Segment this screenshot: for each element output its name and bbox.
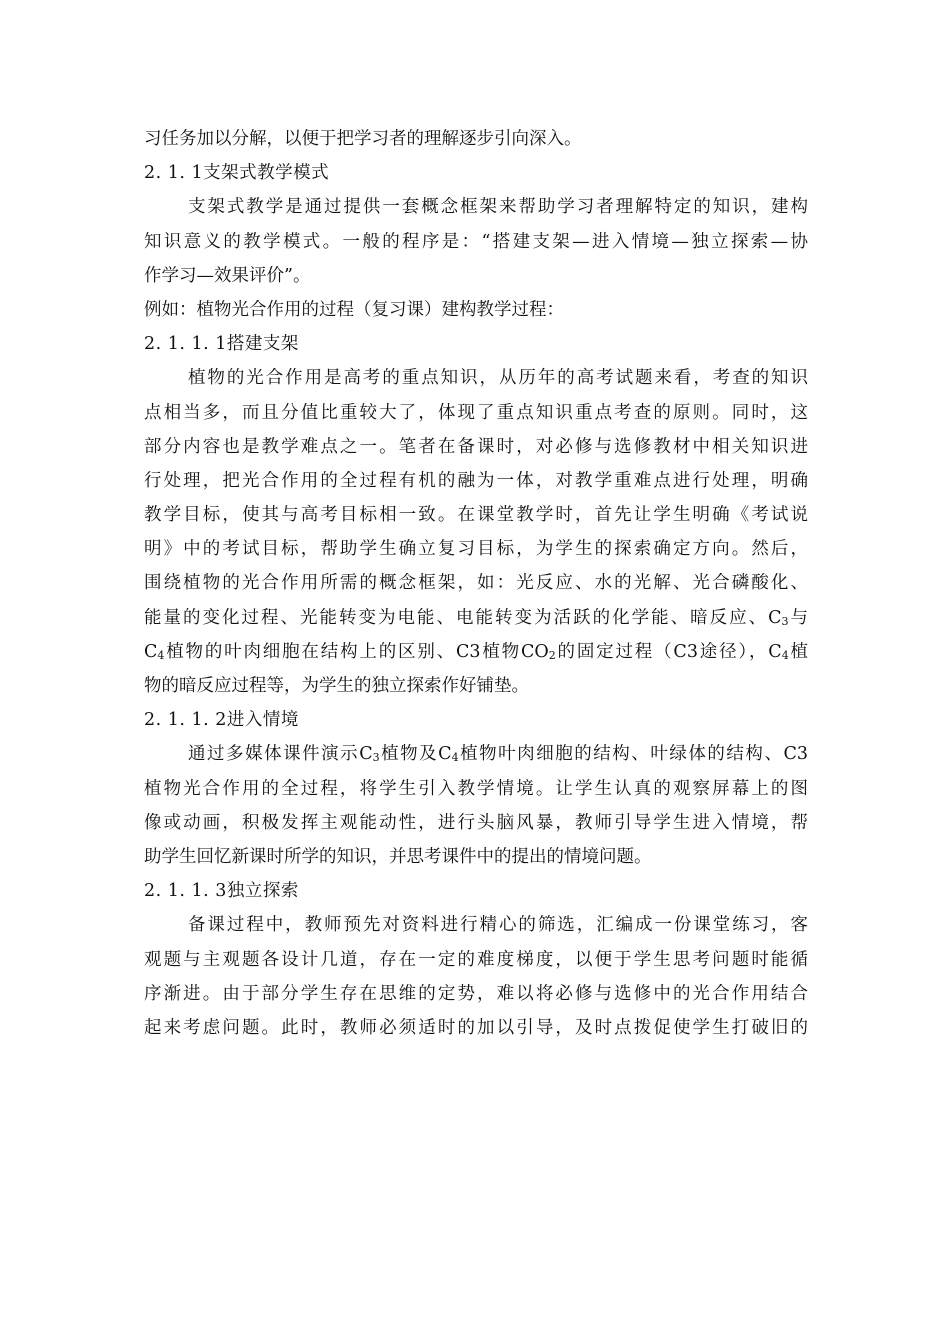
paragraph-line: 植物光合作用的全过程，将学生引入教学情境。让学生认真的观察屏幕上的图 (144, 778, 808, 799)
subscript: 3 (372, 751, 380, 765)
section-heading: 2. 1. 1支架式教学模式 (144, 163, 330, 184)
text-run: 的固定过程（C3途径），C (555, 641, 782, 662)
subscript: 2 (548, 648, 556, 662)
paragraph-line: 教学目标，使其与高考目标相一致。在课堂教学时，首先让学生明确《考试说 (144, 505, 808, 526)
paragraph-line: 行处理，把光合作用的全过程有机的融为一体，对教学重难点进行处理，明确 (144, 470, 808, 491)
document-page (144, 122, 808, 1045)
paragraph-line: 知识意义的教学模式。一般的程序是：“搭建支架—进入情境—独立探索—协 (144, 231, 808, 252)
text-run: 植 (788, 641, 809, 662)
paragraph-line: 明》中的考试目标，帮助学生确立复习目标，为学生的探索确定方向。然后， (144, 539, 808, 560)
paragraph-line: 物的暗反应过程等，为学生的独立探索作好铺垫。 (144, 676, 529, 696)
text-run: 能量的变化过程、光能转变为电能、电能转变为活跃的化学能、暗反应、C (144, 607, 782, 628)
text-run: C (144, 641, 158, 662)
text-run: 植物及C (379, 744, 452, 765)
section-heading: 2. 1. 1. 2进入情境 (144, 710, 299, 731)
text-run: 植物的叶肉细胞在结构上的区别、C3植物CO (164, 641, 549, 662)
paragraph-line: 作学习—效果评价”。 (144, 265, 311, 286)
subscript: 4 (157, 648, 165, 662)
paragraph-line: 像或动画，积极发挥主观能动性，进行头脑风暴，教师引导学生进入情境，帮 (144, 812, 808, 833)
section-heading: 2. 1. 1. 3独立探索 (144, 881, 299, 902)
paragraph-line: 备课过程中，教师预先对资料进行精心的筛选，汇编成一份课堂练习，客 (188, 915, 808, 936)
paragraph-line: 点相当多，而且分值比重较大了，体现了重点知识重点考查的原则。同时，这 (144, 402, 808, 423)
text-run: 通过多媒体课件演示C (188, 744, 373, 765)
paragraph-line: 支架式教学是通过提供一套概念框架来帮助学习者理解特定的知识，建构 (188, 197, 808, 218)
text-run: 与 (788, 607, 809, 628)
paragraph-line (144, 737, 808, 771)
paragraph-line: 围绕植物的光合作用所需的概念框架，如：光反应、水的光解、光合磷酸化、 (144, 573, 808, 594)
paragraph-line (144, 635, 808, 669)
paragraph-line (144, 601, 808, 635)
paragraph-line: 例如：植物光合作用的过程（复习课）建构教学过程： (144, 299, 564, 320)
paragraph-line: 习任务加以分解，以便于把学习者的理解逐步引向深入。 (144, 129, 582, 149)
paragraph-line: 序渐进。由于部分学生存在思维的定势，难以将必修与选修中的光合作用结合 (144, 983, 808, 1004)
paragraph-line: 观题与主观题各设计几道，存在一定的难度梯度，以便于学生思考问题时能循 (144, 949, 808, 970)
text-run: 植物叶肉细胞的结构、叶绿体的结构、C3 (458, 744, 809, 765)
paragraph-line: 起来考虑问题。此时，教师必须适时的加以引导，及时点拨促使学生打破旧的 (144, 1017, 808, 1038)
subscript: 4 (781, 648, 789, 662)
subscript: 4 (451, 751, 459, 765)
paragraph-line: 助学生回忆新课时所学的知识，并思考课件中的提出的情境问题。 (144, 846, 652, 867)
section-heading: 2. 1. 1. 1搭建支架 (144, 334, 299, 355)
paragraph-line: 植物的光合作用是高考的重点知识，从历年的高考试题来看，考查的知识 (188, 368, 808, 389)
paragraph-line: 部分内容也是教学难点之一。笔者在备课时，对必修与选修教材中相关知识进 (144, 436, 808, 457)
subscript: 3 (781, 614, 789, 628)
